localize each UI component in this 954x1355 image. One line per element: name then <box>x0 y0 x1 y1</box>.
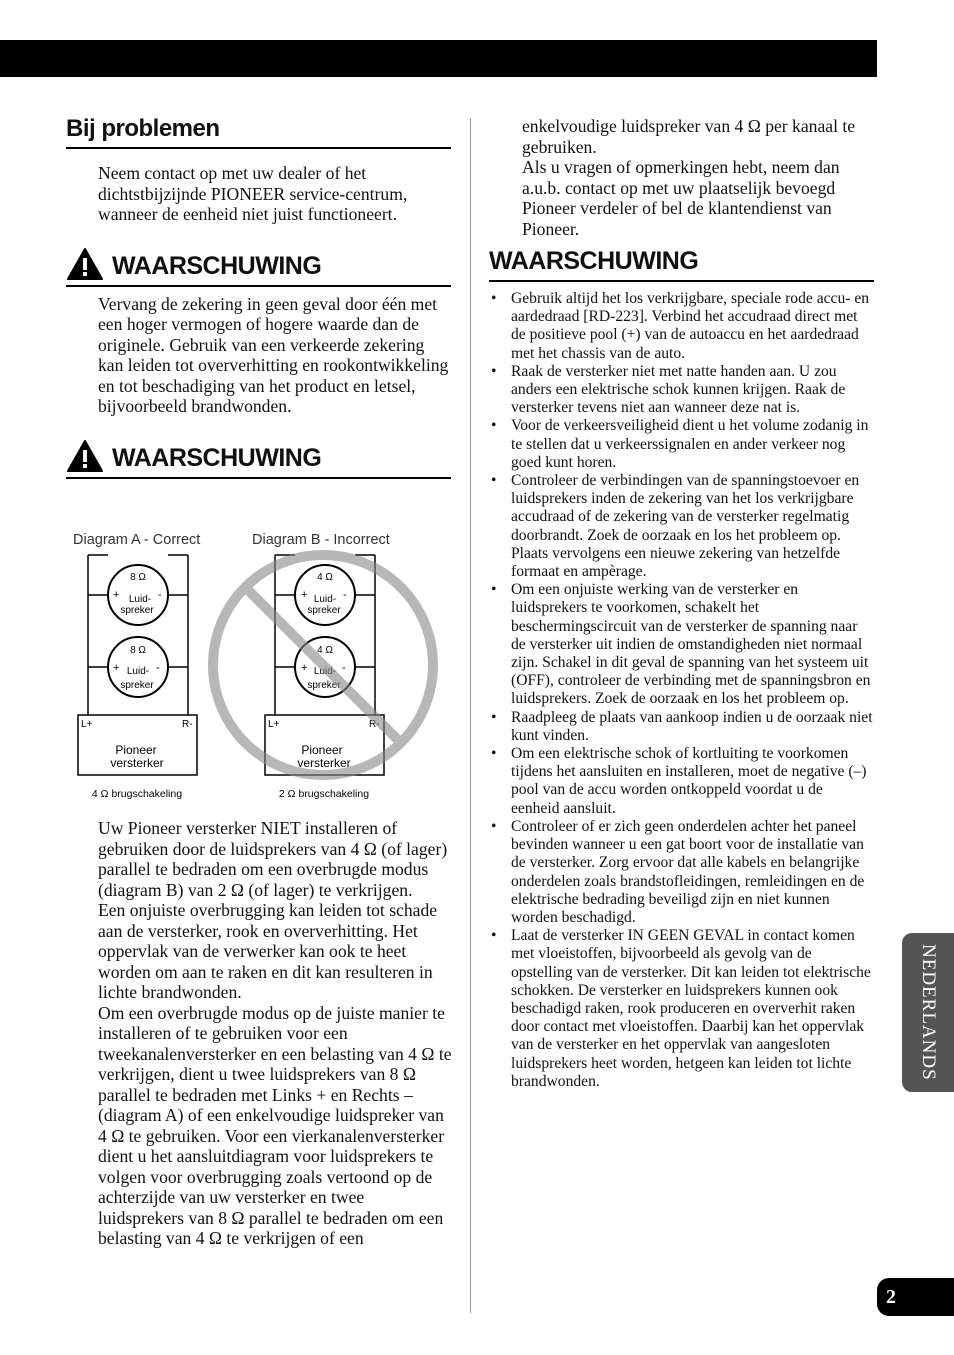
continued-text <box>522 116 878 239</box>
bullet-item: • Om een elektrische schok of kortluiting te voorkomen tijdens het aansluiten en installeren, moet de negative (–) pool van de accu worden ontkoppeld voordat u de eenheid aansluit. <box>489 745 874 818</box>
warning-heading-text: WAARSCHUWING <box>112 251 322 280</box>
warning-heading-3 <box>489 247 874 282</box>
amp-r-terminal: R- <box>369 719 380 730</box>
speaker-label: Luid- <box>128 594 152 605</box>
amp-label: versterker <box>110 756 164 770</box>
diagram-b-title: Diagram B - Incorrect <box>252 532 390 548</box>
language-tab-label: NEDERLANDS <box>918 944 939 1081</box>
minus-sign: - <box>158 589 162 601</box>
amp-label: Pioneer <box>301 743 343 757</box>
column-divider <box>470 118 471 1313</box>
speaker-label: Luid- <box>126 666 150 677</box>
speaker-b1-ohm: 4 Ω <box>317 572 333 583</box>
prohibited-icon <box>213 555 433 775</box>
amp-l-terminal: L+ <box>268 719 280 730</box>
warning-heading-1 <box>66 247 451 287</box>
minus-sign: - <box>343 589 347 601</box>
problems-paragraph: Neem contact op met uw dealer of het dichtstbijzijnde PIONEER service-centrum, wanneer de eenheid niet juist functioneert. <box>98 163 408 224</box>
bridging-diagram <box>60 522 450 812</box>
plus-sign: + <box>301 662 308 674</box>
plus-sign: + <box>113 662 120 674</box>
amp-label: versterker <box>297 756 351 770</box>
diagram-b <box>213 555 433 800</box>
bullet-item: • Laat de versterker IN GEEN GEVAL in contact komen met vloeistoffen, bijvoorbeeld als gevolg van de opstelling van de versterker. Dit kan leiden tot elektrische schokken. De versterker en luidsprekers kunnen ook beschadigd raken, rook produceren en oververhit raken door contact met vloeistoffen. Daarbij kan het oppervlak van de versterker en het oppervlak van aangesloten luidsprekers heet worden, hetgeen kan leiden tot lichte brandwonden. <box>489 927 874 1091</box>
speaker-b2-ohm: 4 Ω <box>317 645 333 656</box>
right-warning-section <box>489 247 874 1091</box>
speaker-a1-ohm: 8 Ω <box>130 572 146 583</box>
speaker-label: spreker <box>307 605 341 616</box>
bridge-paragraph-1: Uw Pioneer versterker NIET installeren of gebruiken door de luidsprekers van 4 Ω (of lager) parallel te bedraden om een overbrugde modus (diagram B) van 2 Ω (of lager) te verkrijgen. <box>98 818 448 900</box>
bridge-paragraph-2: Een onjuiste overbrugging kan leiden tot schade aan de versterker, rook en oververhitting. Het oppervlak van de verwerker kan ook te heet worden om aan te raken en dit kan resulteren in lichte brandwonden. <box>98 900 438 1002</box>
bridge-paragraph-3: Om een overbrugde modus op de juiste manier te installeren of te gebruiken voor een tweekanalenversterker en een belasting van 4 Ω te verkrijgen, dient u twee luidsprekers van 8 Ω parallel te bedraden met Links + en Rechts – (diagram A) of een enkelvoudige luidspreker van 4 Ω te gebruiken. Voor een vierkanalenversterker dient u het aansluitdiagram voor luidsprekers te volgen voor overbrugging zoals vertoond op de achterzijde van uw versterker en twee luidsprekers van 8 Ω parallel te bedraden om een belasting van 4 Ω te verkrijgen of een <box>98 1002 452 1248</box>
left-column <box>66 116 451 479</box>
speaker-label: spreker <box>307 680 341 691</box>
amp-label: Pioneer <box>115 743 157 757</box>
warning1-paragraph: Vervang de zekering in geen geval door één met een hoger vermogen of hogere waarde dan de originele. Gebruik van een verkeerde zekering kan leiden tot oververhitting en rookontwikkeling en tot beschadiging van het product en letsel, bijvoorbeeld brandwonden. <box>98 293 449 416</box>
bullet-item: • Gebruik altijd het los verkrijgbare, speciale rode accu- en aardedraad [RD-223]. Verbind het accudraad direct met de positieve pool (+) van de autoaccu en het aardedraad met het chassis van de auto. <box>489 290 874 363</box>
bullet-item: • Controleer of er zich geen onderdelen achter het paneel bevinden wanneer u een gat boort voor de installatie van de versterker. Zorg ervoor dat alle kabels en belangrijke onderdelen zoals brandstofleidingen, remleidingen en de elektrische bedrading beveiligd zijn en niet kunnen worden beschadigd. <box>489 818 874 927</box>
bullet-item: • Om een onjuiste werking van de versterker en luidsprekers te voorkomen, schakelt het beschermingscircuit van de versterker de spanning naar de versterker uit indien de omstandigheden niet normaal zijn. Schakel in dit geval de spanning van het systeem uit (OFF), controleer de verbinding met de spanningsbron en luidsprekers. Zoek de oorzaak en los het probleem op. <box>489 581 874 708</box>
minus-sign: - <box>156 662 160 674</box>
diagram-a-title: Diagram A - Correct <box>73 532 201 548</box>
continued-paragraph-2: Als u vragen of opmerkingen hebt, neem dan a.u.b. contact op met uw plaatselijk bevoegd Pioneer verdeler of bel de klantendienst van Pioneer. <box>522 157 840 239</box>
warning-triangle-icon <box>66 439 104 473</box>
warning-heading-text: WAARSCHUWING <box>112 443 322 472</box>
bridge-text <box>98 818 453 1249</box>
warning-heading-2 <box>66 439 451 479</box>
speaker-label: Luid- <box>313 594 337 605</box>
speaker-label: spreker <box>120 680 154 691</box>
amp-l-terminal: L+ <box>81 719 93 730</box>
warning-bullet-list <box>489 290 874 1091</box>
header-bar <box>0 40 877 77</box>
bullet-item: • Raak de versterker niet met natte handen aan. U zou anders een elektrische schok kunnen krijgen. Raak de versterker tevens niet aan wanneer deze nat is. <box>489 363 874 418</box>
language-tab <box>902 933 954 1092</box>
bullet-item: • Controleer de verbindingen van de spanningstoevoer en luidsprekers inden de zekering van het los verkrijgbare accudraad of de zekering van de versterker regelmatig doorbrandt. Zoek de oorzaak en los het probleem op. Plaats vervolgens een nieuwe zekering van hetzelfde formaat en ampèrage. <box>489 472 874 581</box>
speaker-a2-ohm: 8 Ω <box>130 645 146 656</box>
warning-triangle-icon <box>66 247 104 281</box>
page-number: 2 <box>877 1278 954 1316</box>
diagram-b-caption: 2 Ω brugschakeling <box>278 788 370 800</box>
bullet-item: • Voor de verkeersveiligheid dient u het volume zodanig in te stellen dat u verkeerssignalen en ander verkeer nog goed kunt horen. <box>489 417 874 472</box>
bullet-item: • Raadpleeg de plaats van aankoop indien u de oorzaak niet kunt vinden. <box>489 709 874 745</box>
heading-text: Bij problemen <box>66 115 220 142</box>
diagram-a-caption: 4 Ω brugschakeling <box>91 788 183 800</box>
plus-sign: + <box>301 589 308 601</box>
speaker-label: spreker <box>120 605 154 616</box>
diagram-a <box>78 555 197 800</box>
minus-sign: - <box>342 662 346 674</box>
amp-r-terminal: R- <box>182 719 193 730</box>
continued-paragraph-1: enkelvoudige luidspreker van 4 Ω per kanaal te gebruiken. <box>522 116 856 157</box>
warning-heading-text: WAARSCHUWING <box>489 247 699 275</box>
plus-sign: + <box>113 589 120 601</box>
speaker-label: Luid- <box>313 666 337 677</box>
heading-bij-problemen <box>66 116 451 149</box>
